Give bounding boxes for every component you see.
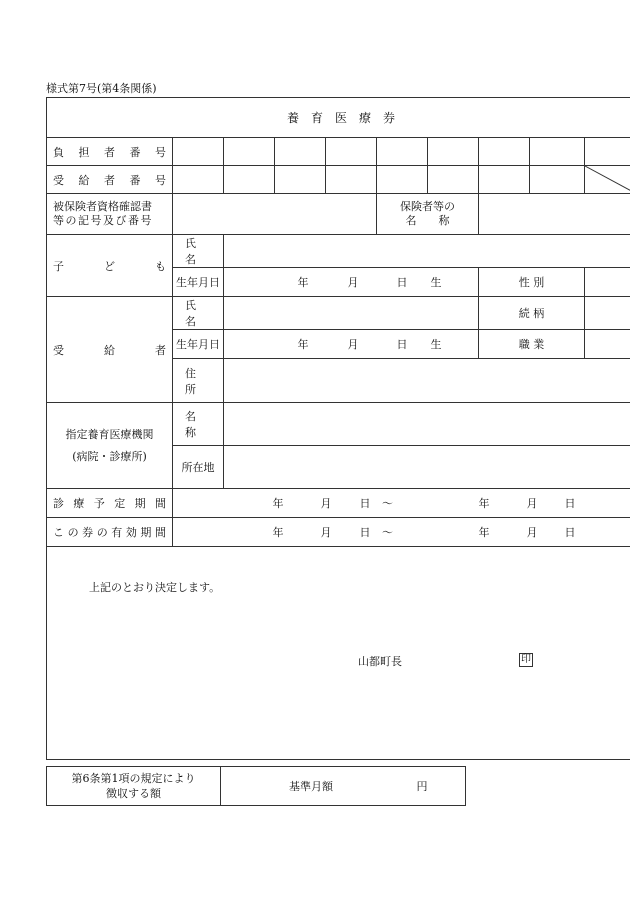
collection-label-line1: 第6条第1項の規定により	[71, 772, 196, 785]
burden-digit-8[interactable]	[530, 138, 585, 166]
recipient-birth-born: 生	[430, 338, 442, 351]
institution-location-label: 所在地	[173, 446, 224, 489]
child-name-label: 氏 名	[173, 235, 224, 268]
validity-end-year: 年	[478, 526, 490, 539]
recipient-label: 受 給 者	[47, 297, 173, 403]
form-number: 様式第7号(第4条関係)	[46, 82, 157, 95]
child-birthdate-field[interactable]	[224, 268, 479, 297]
recipient-birthdate-label: 生年月日	[173, 330, 224, 359]
recipient-digit-5[interactable]	[377, 166, 428, 194]
medical-ticket-form	[46, 97, 630, 760]
institution-location-field[interactable]	[224, 446, 630, 489]
diagonal-strike	[585, 166, 630, 193]
treatment-end-day: 日	[564, 497, 576, 510]
form-title: 養 育 医 療 券	[47, 98, 630, 138]
validity-end-month: 月	[526, 526, 538, 539]
validity-period-label: この券の有効期間	[47, 518, 173, 547]
insurer-name-field[interactable]	[479, 194, 630, 235]
validity-end-day: 日	[564, 526, 576, 539]
child-gender-label: 性 別	[479, 268, 585, 297]
recipient-number-label: 受 給 者 番 号	[47, 166, 173, 194]
treatment-period-label: 診 療 予 定 期 間	[47, 489, 173, 518]
occupation-field[interactable]	[585, 330, 630, 359]
burden-digit-9[interactable]	[585, 138, 630, 166]
child-name-field[interactable]	[224, 235, 630, 268]
burden-digit-7[interactable]	[479, 138, 530, 166]
child-birth-year: 年	[297, 276, 309, 289]
collection-label	[47, 767, 221, 806]
validity-tilde: 〜	[382, 526, 393, 539]
recipient-digit-7[interactable]	[479, 166, 530, 194]
recipient-digit-crossed	[585, 166, 630, 194]
seal-icon: 印	[521, 654, 531, 665]
burden-digit-2[interactable]	[224, 138, 275, 166]
insurer-label-line1: 保険者等の	[400, 200, 455, 213]
burden-digit-4[interactable]	[326, 138, 377, 166]
institution-label-line2: (病院・診療所)	[72, 449, 147, 463]
treatment-start-year: 年	[272, 497, 284, 510]
insured-card-label-line1: 被保険者資格確認書	[53, 200, 152, 213]
address-field[interactable]	[224, 359, 630, 403]
validity-start-year: 年	[272, 526, 284, 539]
treatment-period-field[interactable]	[173, 489, 630, 518]
collection-label-line2: 徴収する額	[106, 787, 161, 800]
recipient-name-label: 氏 名	[173, 297, 224, 330]
treatment-tilde: 〜	[382, 497, 393, 510]
insured-card-label-line2: 等の記号及び番号	[53, 214, 153, 227]
recipient-digit-3[interactable]	[275, 166, 326, 194]
collection-amount-table	[46, 766, 466, 806]
institution-name-field[interactable]	[224, 403, 630, 446]
occupation-label: 職 業	[479, 330, 585, 359]
recipient-digit-4[interactable]	[326, 166, 377, 194]
decision-text: 上記のとおり決定します。	[89, 581, 221, 594]
recipient-birthdate-field[interactable]	[224, 330, 479, 359]
validity-start-month: 月	[320, 526, 332, 539]
seal-mark	[519, 652, 533, 667]
insured-card-label	[47, 194, 173, 235]
recipient-digit-2[interactable]	[224, 166, 275, 194]
burden-digit-6[interactable]	[428, 138, 479, 166]
validity-start-day: 日	[359, 526, 371, 539]
recipient-birth-year: 年	[297, 338, 309, 351]
child-label: 子 ど も	[47, 235, 173, 297]
insured-card-number-field[interactable]	[173, 194, 377, 235]
validity-period-field[interactable]	[173, 518, 630, 547]
burden-digit-3[interactable]	[275, 138, 326, 166]
relationship-field[interactable]	[585, 297, 630, 330]
recipient-digit-8[interactable]	[530, 166, 585, 194]
burden-digit-5[interactable]	[377, 138, 428, 166]
recipient-name-field[interactable]	[224, 297, 479, 330]
standard-amount-label: 基準月額	[289, 780, 333, 793]
standard-amount-field[interactable]	[221, 767, 466, 806]
recipient-digit-1[interactable]	[173, 166, 224, 194]
recipient-birth-month: 月	[347, 338, 359, 351]
treatment-end-month: 月	[526, 497, 538, 510]
child-birth-born: 生	[430, 276, 442, 289]
institution-name-label: 名 称	[173, 403, 224, 446]
institution-label-line1: 指定養育医療機関	[65, 427, 154, 441]
child-gender-field[interactable]	[585, 268, 630, 297]
treatment-start-day: 日	[359, 497, 371, 510]
treatment-end-year: 年	[478, 497, 490, 510]
child-birth-month: 月	[347, 276, 359, 289]
signer-title: 山都町長	[358, 655, 402, 668]
recipient-birth-day: 日	[396, 338, 408, 351]
insurer-name-label	[377, 194, 479, 235]
recipient-digit-6[interactable]	[428, 166, 479, 194]
child-birth-day: 日	[396, 276, 408, 289]
yen-unit: 円	[416, 780, 428, 793]
relationship-label: 続 柄	[479, 297, 585, 330]
institution-label	[47, 403, 173, 489]
treatment-start-month: 月	[320, 497, 332, 510]
burden-number-label: 負 担 者 番 号	[47, 138, 173, 166]
decision-block	[47, 547, 630, 760]
address-label: 住 所	[173, 359, 224, 403]
child-birthdate-label: 生年月日	[173, 268, 224, 297]
insurer-label-line2: 名 称	[405, 214, 450, 227]
burden-digit-1[interactable]	[173, 138, 224, 166]
